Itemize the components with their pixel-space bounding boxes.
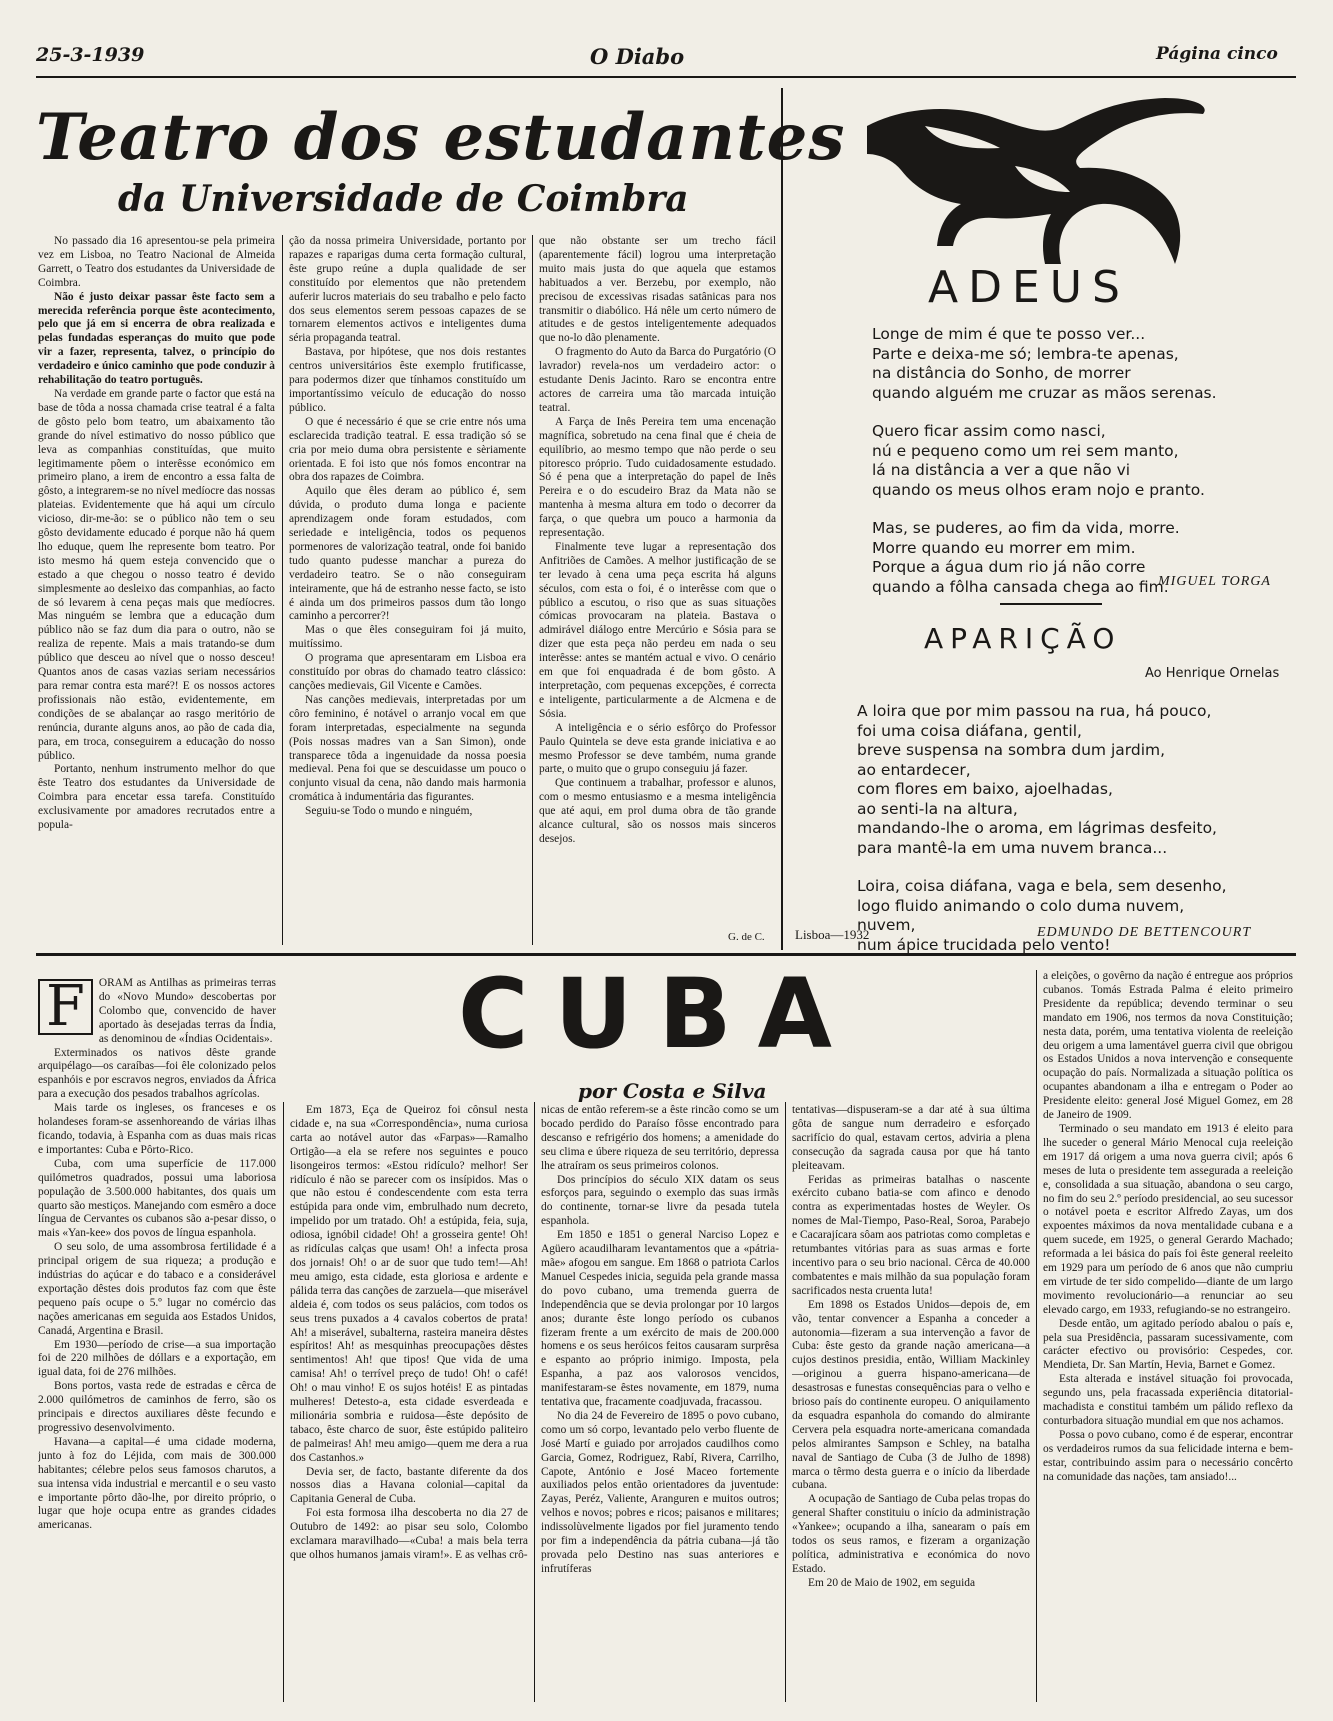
paragraph: Havana—a capital—é uma cidade moderna, junto à foz do Léjida, com mais de 300.000 habitantes; célebre pelos seus famosos charutos, a sua intensa vida industrial e mercantil e o seu vasto e importante pôrto dão-lhe, por direito próprio, o lugar que hoje ocupa entre as grandes cidades americanas. <box>38 1435 276 1532</box>
column-rule <box>534 1102 535 1702</box>
teatro-title: Teatro dos estudantes <box>36 100 846 175</box>
poem-line: Loira, coisa diáfana, vaga e bela, sem desenho, <box>857 877 1227 895</box>
pegasus-illustration-icon <box>865 96 1210 266</box>
paragraph: Possa o povo cubano, como é de esperar, encontrar os verdadeiros rumos da sua felicidade interna e bem-estar, contribuindo assim para o necessário concêrto na comunidade das nações, tam ansiado!... <box>1043 1428 1293 1483</box>
paragraph: O fragmento do Auto da Barca do Purgatório (O lavrador) revela-nos um verdadeiro actor: o estudante Denis Jacinto. Raro se encontra entre actores de carreira uma tão marcada intuição teatral. <box>539 346 776 414</box>
issue-date: 25-3-1939 <box>36 44 145 66</box>
page-number: Página cinco <box>1156 44 1278 64</box>
stanza <box>857 877 1227 955</box>
poem-line: para mantê-la em uma nuvem branca... <box>857 838 1168 857</box>
paragraph: Portanto, nenhum instrumento melhor do que êste Teatro dos estudantes da Universidade de Coimbra para encetar essa tarefa. Constituído exclusivamente por amadores recrutados entre a popula- <box>38 763 275 832</box>
paragraph: O que é necessário é que se crie entre nós uma esclarecida tradição teatral. E essa tradição só se cria por meio duma obra persistente e sèriamente orientada. E foi isto que nós fomos encontrar na obra dos rapazes de Coimbra. <box>289 415 526 484</box>
paragraph: Esta alterada e instável situação foi provocada, segundo uns, pela fracassada experiência ditatorial-machadista e constitui também um pálido reflexo da conturbadora situação mundial em que nos achamos. <box>1043 1373 1293 1427</box>
poem-line: A loira que por mim passou na rua, há pouco, <box>857 702 1212 720</box>
teatro-signature: G. de C. <box>728 931 765 943</box>
paragraph: Que continuem a trabalhar, professor e alunos, com o mesmo entusiasmo e a mesma inteligência que até aqui, em prol duma obra de tão grande alcance cultural, são os nossos mais sinceros desejos. <box>539 777 776 845</box>
poem-line: com flores em baixo, ajoelhadas, <box>857 780 1113 798</box>
paragraph: Aquilo que êles deram ao público é, sem dúvida, o produto duma longa e paciente aprendizagem onde foram estudados, com seriedade e inteligência, todos os pequenos pormenores de valorização teatral, onde foi banido tudo quanto pudesse manchar a pureza do verdadeiro teatro. Se o não conseguiram inteiramente, que há de estranho nesse facto, se isto é ainda um dos primeiros passos dum tão longo caminho a percorrer?! <box>289 485 526 623</box>
column-rule <box>532 235 533 945</box>
poem-line: Longe de mim é que te posso ver... <box>872 325 1146 343</box>
paragraph: Desde então, um agitado período abalou o país e, pela sua Presidência, passaram sucessivamente, com carácter efectivo ou provisório: Cespedes, cor. Mendieta, Dr. San Martín, Hevia, Barnet e Gomez. <box>1043 1317 1293 1372</box>
poem-line: logo fluido animando o colo duma nuvem, <box>857 896 1185 915</box>
poem-line: ao senti-la na altura, <box>857 799 1018 818</box>
poem-line: breve suspensa na sombra dum jardim, <box>857 741 1166 759</box>
paragraph: Finalmente teve lugar a representação dos Anfitriões de Camões. A melhor justificação de se ter levado à cena uma peça escrita há alguns séculos, com esta o foi, é o interêsse com que o público a escutou, o riso que as suas situações cómicas provocaram na plateia. Bastava o admirável diálogo entre Mercúrio e Sósia para se dizer que esta peça não perdeu em nada o seu interêsse: antes se mantém actual e vivo. O cenário em que foi enquadrada é de bom gôsto. A interpretação, com pequenas excepções, é correcta e inteligente, particularmente a de Alcmena e de Sósia. <box>539 540 776 720</box>
paragraph: A inteligência e o sério esfôrço do Professor Paulo Quintela se deve esta grande iniciativa e ao mesmo Professor se deve também, numa grande parte, o muito que o grupo conseguiu já fazer. <box>539 721 776 776</box>
cuba-column-4 <box>792 1104 1030 1702</box>
poem-line: quando alguém me cruzar as mãos serenas. <box>872 383 1217 402</box>
paragraph: Mas o que êles conseguiram foi já muito, muitíssimo. <box>289 624 526 651</box>
paragraph: Nas canções medievais, interpretadas por um côro feminino, é notável o arranjo vocal em que foram interpretadas, especialmente na segunda (Pois nossas madres van a San Simon), onde transparece tôda a ingenuidade da nossa poesia medieval. Pena foi que se descuidasse um pouco o conjunto visual da cena, não dando mais harmonia cromática à indumentária das figurantes. <box>289 693 526 804</box>
stanza <box>872 325 1217 403</box>
paragraph: Bons portos, vasta rede de estradas e cêrca de 2.000 quilómetros de caminhos de ferro, são os principais e directos auxiliares dêste fecundo e progressivo desenvolvimento. <box>38 1380 276 1434</box>
poem-line: quando os meus olhos eram nojo e pranto. <box>872 480 1205 499</box>
paragraph: Mais tarde os ingleses, os franceses e os holandeses foram-se assenhoreando de várias ilhas ficando, todavia, à Espanha com as duas mais ricas e importantes: Cuba e Pôrto-Rico. <box>38 1102 276 1156</box>
paragraph: Em 1850 e 1851 o general Narciso Lopez e Agüero acaudilharam levantamentos que a «pátria-mãe» afogou em sangue. Em 1868 o patriota Carlos Manuel Cespedes inicia, seguida pela grande massa do povo cubano, uma tremenda guerra de Independência que se devia prolongar por 10 largos anos; durante êste longo período os cubanos fizeram frente a um exército de mais de 200.000 homens e os seus heróicos feitos causaram surprêsa e espanto ao próprio inimigo. Imposta, pela Espanha, a paz aos valorosos vencidos, manifestaram-se êstes novamente, em 1879, numa tentativa que, fracamente coadjuvada, fracassou. <box>541 1229 779 1409</box>
newspaper-name: O Diabo <box>590 44 685 69</box>
stanza <box>857 702 1227 858</box>
paragraph: Cuba, com uma superfície de 117.000 quilómetros quadrados, possui uma laboriosa população de 3.500.000 habitantes, dos quais um quarto são mestiços. Manejando com esmêro a doce língua de Cervantes os cubanos são a-pesar disso, o mais «Yan-kee» dos povos de língua espanhola. <box>38 1157 276 1240</box>
teatro-column-1 <box>38 235 275 945</box>
cuba-column-5 <box>1043 970 1293 1702</box>
column-rule <box>1036 970 1037 1702</box>
aparicao-place-date: Lisboa—1932 <box>795 927 870 942</box>
paragraph: a eleições, o govêrno da nação é entregue aos próprios cubanos. Tomás Estrada Palma é eleito primeiro Presidente da república; devendo terminar o seu mandato em 1906, nos termos da nova Constituição; nesta data, porém, uma tentativa violenta de reeleição deu origem a uma lamentável guerra civil que obrigou os Estados Unidos a nova intervenção e consequente ocupação do país. Normalizada a situação política os ocupantes abandonam a ilha e entregam o Poder ao Presidente eleito: general José Miguel Gomez, em 28 de Janeiro de 1909. <box>1043 970 1293 1122</box>
aparicao-dedication: Ao Henrique Ornelas <box>1145 666 1280 681</box>
paragraph: Exterminados os nativos dêste grande arquipélago—os caraíbas—foi êle colonizado pelos espanhóis e por escravos negros, enviados da África para a execução dos pesados trabalhos agrícolas. <box>38 1046 276 1101</box>
cuba-column-3 <box>541 1104 779 1702</box>
paragraph: Em 1930—período de crise—a sua importação foi de 220 milhões de dóllars e a exportação, em igual data, foi de 276 milhões. <box>38 1338 276 1379</box>
poem-line: na distância do Sonho, de morrer <box>872 364 1131 382</box>
cuba-column-1 <box>38 977 276 1702</box>
paragraph: Seguiu-se Todo o mundo e ninguém, <box>305 805 473 818</box>
paragraph: Terminado o seu mandato em 1913 é eleito para lhe suceder o general Mário Menocal cuja reeleição em 1917 dá origem a uma nova guerra civil; após 6 meses de luta o presidente tem assegurada a reeleição e, consolidada a sua situação, abandona o seu cargo, no fim do seu 2.º período presidencial, ao seu sucessor o notável poeta e escritor Alfredo Zayas, um dos expoentes máximos da nova mentalidade cubana e a quem sucede, em 1925, o general Gerardo Machado; reformada a lei básica do país foi êste general reeleito em 1929 para um período de 6 anos que não cumpriu em virtude de ter sido compelido—diante de um largo movimento revolucionário—a renunciar ao seu elevado cargo, em 1933, refugiando-se no estrangeiro. <box>1043 1122 1293 1316</box>
paragraph: ORAM as Antilhas as primeiras terras do «Novo Mundo» descobertas por Colombo que, convencido de haver aportado às desejadas terras da Índia, as denominou de «Índias Ocidentais». <box>98 977 276 1045</box>
paragraph: Na verdade em grande parte o factor que está na base de tôda a nossa chamada crise teatral é a falta de gôsto pelo bom teatro, um abaixamento tão grande do nível estimativo do nosso público que leva as companhias constituídas, que muito legitimamente põem o interêsse económico em primeiro plano, a irem de encontro a essa falta de gôsto, a integrarem-se no nível medíocre das nossas plateias. Evidentemente que há aqui um círculo vicioso, dir-me-ão: se o público não tem o seu gôsto devidamente educado é porque não há quem lho eduque, quem lhe represente bom teatro. Por isto mesmo há quem esteja convencido que o estado a que chegou o nosso teatro é devido simplesmente ao desleixo das companhias, ao facto de só levarem à cena peças mais que medíocres. Mas ninguém se lembra que a educação dum público não se faz dum dia para o outro, não se realiza de repente. Mais a mais tratando-se dum público que desceu ao nível que o nosso desceu! Quantos anos de casas vazias seriam necessários para remar contra esta maré?! E os nossos actores profissionais não estão, evidentemente, em condições de se abalançar ao rasgo meritório de renúncia, durante alguns anos, ao pão de cada dia, para, em troca, conseguirem a educação do nosso público. <box>38 387 275 762</box>
paragraph: O seu solo, de uma assombrosa fertilidade é a principal origem de sua riqueza; a produção e indústrias do açúcar e do tabaco e a considerável exportação dêstes dois produtos faz com que êste pequeno país ocupe o 5.º lugar no comércio das nações americanas em seguida aos Estados Unidos, Canadá, Argentina e Brasil. <box>38 1241 276 1337</box>
paragraph: A Farça de Inês Pereira tem uma encenação magnífica, sobretudo na cena final que é cheia de equilíbrio, ao mesmo tempo que não perde o seu pitoresco próprio. Tudo cuidadosamente estudado. Só é pena que a interpretação do papel de Inês Pereira e o do escudeiro Braz da Mata não se mantenha à mesma altura em todo o decorrer da farça, o que quebra um pouco a harmonia da representação. <box>539 415 776 540</box>
paragraph: ção da nossa primeira Universidade, portanto por rapazes e raparigas duma certa formação cultural, êste grupo reúne a dupla qualidade de ser constituído por elementos que não pretendem auferir lucros materiais do seu trabalho e pelo facto dos seus elementos serem pessoas capazes de se tornarem elementos activos e inteligentes duma séria propaganda teatral. <box>289 235 526 345</box>
cuba-byline: por Costa e Silva <box>578 1079 767 1103</box>
poem-line: Mas, se puderes, ao fim da vida, morre. <box>872 519 1180 537</box>
column-rule <box>785 1102 786 1702</box>
aparicao-title: APARIÇÃO <box>924 622 1122 655</box>
paragraph: Bastava, por hipótese, que nos dois restantes centros universitários êste exemplo frutificasse, para podermos dizer que tínhamos constituído um importantíssimo veículo de educação do nosso público. <box>289 346 526 414</box>
paragraph: Feridas as primeiras batalhas o nascente exército cubano batia-se com afinco e denodo contra as experimentadas hostes de Weyler. Os nomes de Mal-Tiempo, Paso-Real, Soroa, Parabejo e Cacarajícara sôam aos patriotas como completas e retumbantes vitórias para as suas armas e forte incentivo para o seu brio nacional. Cêrca de 40.000 combatentes e mais milhão da sua população foram sacrificados nesta cruenta luta! <box>792 1173 1030 1297</box>
poem-line: Porque a água dum rio já não corre <box>872 558 1146 576</box>
paragraph: Não é justo deixar passar êste facto sem a merecida referência porque êste acontecimento, pelo que já em si encerra de obra realizada e pelas fundadas esperanças do muito que pode vir a fazer, representa, talvez, o princípio do verdadeiro e único caminho que pode conduzir à rehabilitação do teatro português. <box>38 290 275 387</box>
section-divider <box>781 88 783 950</box>
adeus-title: ADEUS <box>928 262 1130 313</box>
aparicao-author: EDMUNDO DE BETTENCOURT <box>1037 925 1252 940</box>
drop-cap: F <box>38 979 93 1035</box>
adeus-author: MIGUEL TORGA <box>1158 574 1271 589</box>
paragraph: Em 1873, Eça de Queiroz foi cônsul nesta cidade e, na sua «Correspondência», numa curiosa carta ao notável autor das «Farpas»—Ramalho Ortigão—a ela se refere nos seguintes e pouco lisongeiros termos: «Estou ridículo? melhor! Ser ridículo é não se parecer com os insípidos. Mas o que não estou é condescendente com esta terra estúpida para onde vim, embrulhado num decreto, impelido por um tratado. Oh! a estúpida, feia, suja, odiosa, ignóbil cidade! Oh! a grosseira gente! Oh! as ridículas calças que usam! Oh! a infecta prosa dos jornais! Oh! o ar de suor que tudo tem!—Ah! meu amigo, esta cidade, esta gloriosa e ardente e pálida terra das canções de zarzuela—que miserável aldeia é, com todos os seus palácios, com todos os seus trens puxados a 4 cavalos cobertos de prata! Ah! a miserável, subalterna, rasteira maneira dêstes espíritos! Ah! as mesquinhas preocupações dêstes sentimentos! Ah! que tipos! Que vida de uma camisa! Ah! o terrível preço de tudo! Oh! o café! Oh! o mau vinho! E os sujos hotéis! E as pintadas mulheres! Detesto-a, esta cidade esverdeada e milionária sombria e ruidosa—êste depósito de tabaco, êste charco de suor, êste estúpido paliteiro de palmeiras! Ah! meu amigo—quem me dera a rua dos Castanhos.» <box>290 1104 528 1464</box>
poem-line: nuvem, <box>857 916 916 934</box>
cuba-column-2 <box>290 1104 528 1702</box>
poem-separator <box>1000 603 1102 605</box>
poem-line: ao entardecer, <box>857 760 971 779</box>
poem-line: num ápice trucidada pelo vento! <box>857 935 1111 954</box>
column-rule <box>283 1102 284 1702</box>
poem-line: foi uma coisa diáfana, gentil, <box>857 721 1082 740</box>
poem-line: nú e pequeno como um rei sem manto, <box>872 441 1179 460</box>
paragraph: O programa que apresentaram em Lisboa era constituído por obras do chamado teatro clássico: canções medievais, Gil Vicente e Camões. <box>289 652 526 692</box>
poem-line: Parte e deixa-me só; lembra-te apenas, <box>872 344 1179 363</box>
paragraph: Foi esta formosa ilha descoberta no dia 27 de Outubro de 1492: ao pisar seu solo, Colombo exclamara maravilhado—«Cuba! a mais bela terra que olhos humanos jamais viram!». E as velhas crô- <box>290 1507 528 1561</box>
poem-line: lá na distância a ver a que não vi <box>872 461 1131 479</box>
paragraph: No dia 24 de Fevereiro de 1895 o povo cubano, como um só corpo, levantado pelo verbo fluente de José Martí e guiado por arrojados caudilhos como Garcia, Gomez, Rodriguez, Rabí, Rivera, Carrilho, Capote, António e José Maceo fortemente auxiliados pelos então orientadores da juventude: Zayas, Peréz, Valiente, Aranguren e muitos outros; velhos e novos; pobres e ricos; paisanos e militares; indissolùvelmente ligados por fiel juramento tendo por fim a independência da pátria cubana—já tão provada pelo Destino nas suas anteriores e infrutíferas <box>541 1409 779 1575</box>
teatro-subtitle: da Universidade de Coimbra <box>118 178 689 220</box>
paragraph: A ocupação de Santiago de Cuba pelas tropas do general Shafter constituiu o início da administração «Yankee»; ocupando a ilha, sanearam o país em todos os seus ramos, e fizeram a organização política, administrativa e económica do novo Estado. <box>792 1493 1030 1575</box>
poem-line: mandando-lhe o aroma, em lágrimas desfeito, <box>857 819 1217 837</box>
poem-line: Morre quando eu morrer em mim. <box>872 538 1136 557</box>
paragraph: nicas de então referem-se a êste rincão como se um bocado perdido do Paraíso fôsse encontrado para descanso e refrigério dos homens; a amenidade do seu clima e úbere riqueza de seu território, depressa lhe atraíram os seus primeiros colonos. <box>541 1104 779 1172</box>
paragraph: Devia ser, de facto, bastante diferente da dos nossos dias a Havana colonial—capital da Capitania General de Cuba. <box>290 1465 528 1506</box>
poem-line: Quero ficar assim como nasci, <box>872 422 1106 440</box>
paragraph: No passado dia 16 apresentou-se pela primeira vez em Lisboa, no Teatro Nacional de Almeida Garrett, o Teatro dos estudantes da Universidade de Coimbra. <box>38 235 275 289</box>
paragraph: Em 20 de Maio de 1902, em seguida <box>808 1576 976 1589</box>
stanza <box>872 422 1217 500</box>
column-rule <box>282 235 283 945</box>
header-rule <box>36 76 1296 78</box>
poem-line: quando a fôlha cansada chega ao fim. <box>872 577 1169 596</box>
paragraph: tentativas—dispuseram-se a dar até à sua última gôta de sangue num derradeiro e esforçado sacrifício do qual, estavam certos, adviria a plena consecução da sagrada causa por que há tanto pleiteavam. <box>792 1104 1030 1172</box>
paragraph: que não obstante ser um trecho fácil (aparentemente fácil) logrou uma interpretação muito mais justa do que aquela que estamos habituados a ver. Berzebu, por exemplo, não precisou de excessivas risadas satânicas para nos transmitir o diabólico. Há nêle um certo número de atitudes e de gestos inteligentemente adequados que no-lo dão plenamente. <box>539 235 776 345</box>
cuba-title: CUBA <box>458 958 858 1070</box>
teatro-column-2 <box>289 235 526 945</box>
paragraph: Em 1898 os Estados Unidos—depois de, em vão, tentar convencer a Espanha a conceder a autonomia—fizeram a sua intervenção a favor de Cuba: êste gesto da grande nação americana—a cujos destinos presidia, então, William Mackinley—originou a guerra hispano-americana—de desastrosas e funestas consequências para o velho e brioso país do continente europeu. O aniquilamento da esquadra espanhola do comando do almirante Cervera pela esquadra norte-americana comandada pelos almirantes Sampson e Schley, na batalha naval de Santiago de Cuba (3 de Julho de 1898) marca o têrmo desta guerra e o início da liberdade cubana. <box>792 1298 1030 1492</box>
section-rule <box>36 953 1296 956</box>
paragraph: Dos princípios do século XIX datam os seus esforços para, seguindo o exemplo das suas irmãs do continente, tornar-se livre da pesada tutela espanhola. <box>541 1173 779 1228</box>
teatro-column-3 <box>539 235 776 929</box>
adeus-poem <box>872 325 1217 616</box>
